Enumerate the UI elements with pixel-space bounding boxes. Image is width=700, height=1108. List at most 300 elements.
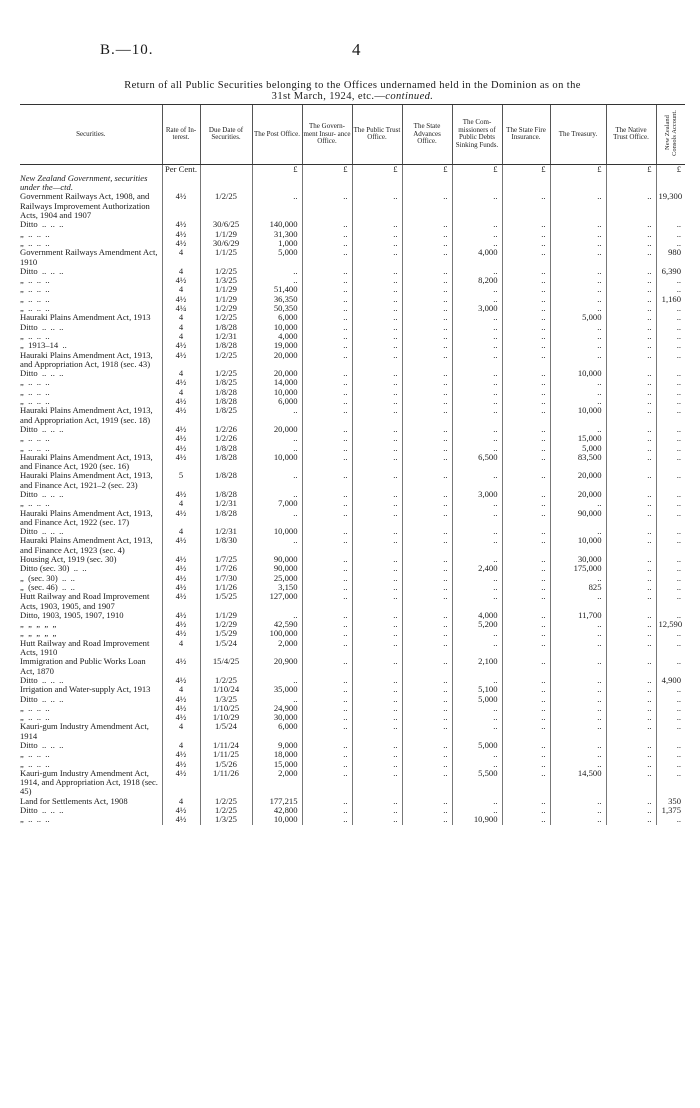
table-row [20,267,685,276]
amount-cell: .. [550,397,606,406]
amount-cell: .. [656,471,685,490]
amount-cell: .. [502,620,550,629]
amount-cell: .. [502,369,550,378]
amount-cell: .. [302,536,352,555]
amount-cell: .. [656,509,685,528]
table-row [20,295,685,304]
amount-cell: .. [352,797,402,806]
amount-cell: 140,000 [252,220,302,229]
rate-cell: 4½ [162,629,200,638]
amount-cell: .. [502,285,550,294]
amount-cell: 42,800 [252,806,302,815]
amount-cell: .. [302,490,352,499]
amount-cell: .. [550,304,606,313]
due-date-cell: 1/8/25 [200,406,252,425]
due-date-cell: 30/6/29 [200,239,252,248]
amount-cell: .. [550,378,606,387]
due-date-cell: 1/2/31 [200,527,252,536]
amount-cell: .. [352,499,402,508]
amount-cell: 50,350 [252,304,302,313]
amount-cell: .. [606,583,656,592]
amount-cell: 83,500 [550,453,606,472]
security-name: „ .. .. .. [20,442,50,453]
amount-cell: .. [606,629,656,638]
amount-cell: .. [502,685,550,694]
amount-cell: 20,000 [252,351,302,370]
amount-cell: .. [402,369,452,378]
amount-cell: .. [452,444,502,453]
due-date-cell: 1/11/24 [200,741,252,750]
amount-cell: 30,000 [550,555,606,564]
amount-cell: .. [550,332,606,341]
amount-cell: .. [502,397,550,406]
amount-cell: .. [252,471,302,490]
amount-cell: .. [656,583,685,592]
amount-cell: 1,375 [656,806,685,815]
amount-cell: .. [656,713,685,722]
amount-cell: .. [402,276,452,285]
amount-cell: .. [402,741,452,750]
amount-cell: .. [606,760,656,769]
amount-cell: 4,000 [452,611,502,620]
due-date-cell: 1/5/29 [200,629,252,638]
amount-cell: .. [302,453,352,472]
amount-cell: .. [402,323,452,332]
amount-cell: .. [502,574,550,583]
amount-cell: .. [550,806,606,815]
amount-cell: .. [302,629,352,638]
amount-cell: .. [502,695,550,704]
amount-cell: .. [550,388,606,397]
amount-cell: .. [606,304,656,313]
amount-cell: .. [502,657,550,676]
table-row [20,285,685,294]
amount-cell: .. [352,741,402,750]
rate-cell: 4 [162,527,200,536]
table-row [20,536,685,555]
due-date-cell: 1/2/25 [200,676,252,685]
page-title [20,80,685,102]
amount-cell: 175,000 [550,564,606,573]
amount-cell: .. [402,564,452,573]
amount-cell: .. [352,239,402,248]
rate-cell: 4½ [162,564,200,573]
amount-cell: .. [302,351,352,370]
amount-cell: .. [606,369,656,378]
amount-cell: .. [502,499,550,508]
amount-cell: .. [452,722,502,741]
amount-cell: .. [302,323,352,332]
security-name: Government Railways Amendment Act, 1910 [20,247,160,267]
amount-cell: .. [452,434,502,443]
amount-cell: .. [502,769,550,797]
amount-cell: .. [606,397,656,406]
title-line-2 [20,91,685,102]
amount-cell: .. [402,192,452,220]
amount-cell: .. [352,564,402,573]
column-header: The State Advances Office. [402,105,452,165]
amount-cell: .. [402,639,452,658]
amount-cell: 2,100 [452,657,502,676]
amount-cell: .. [606,685,656,694]
amount-cell: .. [402,704,452,713]
table-row [20,815,685,824]
amount-cell: .. [656,499,685,508]
due-date-cell: 1/8/28 [200,471,252,490]
amount-cell: 5,500 [452,769,502,797]
rate-cell: 4½ [162,341,200,350]
amount-cell: .. [402,815,452,824]
amount-cell: .. [606,806,656,815]
amount-cell: .. [352,434,402,443]
amount-cell: .. [402,341,452,350]
amount-cell: .. [606,704,656,713]
amount-cell: .. [352,574,402,583]
amount-cell: .. [402,248,452,267]
amount-cell: .. [606,722,656,741]
amount-cell: .. [656,351,685,370]
amount-cell: .. [550,713,606,722]
amount-cell: 5,000 [452,695,502,704]
security-name: Ditto .. .. .. [20,368,64,379]
amount-cell: .. [402,499,452,508]
amount-cell: 36,350 [252,295,302,304]
amount-cell: .. [656,536,685,555]
table-row [20,509,685,528]
amount-cell: .. [402,444,452,453]
table-row [20,564,685,573]
title-date: 31st March, 1924, etc.— [271,91,386,102]
amount-cell: .. [352,657,402,676]
amount-cell: .. [550,574,606,583]
amount-cell: .. [502,713,550,722]
rate-cell: 4 [162,741,200,750]
amount-cell: .. [302,378,352,387]
amount-cell: .. [656,388,685,397]
amount-cell: .. [302,239,352,248]
security-name: „ .. .. .. [20,749,50,760]
due-date-cell: 1/2/29 [200,304,252,313]
rate-cell: 4½ [162,695,200,704]
amount-cell: .. [452,629,502,638]
amount-cell: .. [352,527,402,536]
rate-cell: 4 [162,332,200,341]
amount-cell: .. [502,444,550,453]
rate-cell: 4½ [162,444,200,453]
amount-cell: .. [452,313,502,322]
amount-cell: .. [252,611,302,620]
table-row [20,276,685,285]
table-row [20,230,685,239]
security-name: Irrigation and Water-supply Act, 1913 [20,684,151,695]
due-date-cell: 1/8/25 [200,378,252,387]
security-name: Ditto (sec. 30) .. .. [20,563,87,574]
units-cell: £ [656,164,685,174]
rate-cell: 4½ [162,713,200,722]
amount-cell: .. [402,797,452,806]
rate-cell: 4½ [162,378,200,387]
rate-cell: 4½ [162,704,200,713]
amount-cell: .. [656,657,685,676]
amount-cell: .. [502,592,550,611]
amount-cell: .. [452,220,502,229]
amount-cell: .. [452,388,502,397]
amount-cell: .. [452,323,502,332]
column-header: The Post Office. [252,105,302,165]
document-reference: B.—10. [100,42,154,58]
amount-cell: .. [656,629,685,638]
rate-cell: 4½ [162,750,200,759]
units-cell: Per Cent. [162,164,200,174]
security-name: Hauraki Plains Amendment Act, 1913, and Finance Act, 1922 (sec. 17) [20,507,155,527]
amount-cell: .. [550,722,606,741]
amount-cell: .. [656,750,685,759]
amount-cell: .. [452,471,502,490]
amount-cell: .. [502,434,550,443]
amount-cell: .. [502,332,550,341]
amount-cell: 6,390 [656,267,685,276]
amount-cell: .. [402,230,452,239]
rate-cell: 4½ [162,220,200,229]
table-row [20,704,685,713]
table-row [20,769,685,797]
due-date-cell: 1/5/24 [200,722,252,741]
rate-cell: 4½ [162,536,200,555]
due-date-cell: 1/2/25 [200,313,252,322]
amount-cell: .. [402,471,452,490]
amount-cell: .. [352,276,402,285]
amount-cell: .. [352,750,402,759]
amount-cell: .. [550,192,606,220]
amount-cell: .. [502,722,550,741]
amount-cell: .. [302,750,352,759]
amount-cell: .. [302,509,352,528]
amount-cell: .. [656,239,685,248]
amount-cell: .. [656,434,685,443]
amount-cell: .. [606,323,656,332]
amount-cell: .. [402,351,452,370]
amount-cell: .. [352,230,402,239]
units-cell: £ [452,164,502,174]
due-date-cell: 1/5/25 [200,592,252,611]
amount-cell: .. [656,323,685,332]
security-name: Ditto .. .. .. [20,693,64,704]
amount-cell: .. [550,741,606,750]
amount-cell: .. [352,406,402,425]
amount-cell: .. [352,378,402,387]
rate-cell: 4½ [162,620,200,629]
amount-cell: .. [606,295,656,304]
security-name: Ditto .. .. .. [20,265,64,276]
amount-cell: .. [550,685,606,694]
table-body [20,164,685,825]
amount-cell: .. [452,406,502,425]
table-row [20,685,685,694]
rate-cell: 4½ [162,276,200,285]
amount-cell: 2,000 [252,639,302,658]
amount-cell: .. [606,564,656,573]
amount-cell: 7,000 [252,499,302,508]
amount-cell: .. [502,425,550,434]
due-date-cell: 1/5/26 [200,760,252,769]
amount-cell: .. [402,285,452,294]
due-date-cell: 1/2/25 [200,369,252,378]
amount-cell: .. [302,676,352,685]
amount-cell: .. [606,611,656,620]
table-row [20,695,685,704]
column-header: The Native Trust Office. [606,105,656,165]
amount-cell: .. [352,620,402,629]
security-name: „ (sec. 30) .. .. [20,572,75,583]
amount-cell: .. [502,295,550,304]
amount-cell: .. [502,527,550,536]
amount-cell: .. [606,657,656,676]
due-date-cell: 1/1/29 [200,611,252,620]
table-row [20,750,685,759]
amount-cell: 18,000 [252,750,302,759]
security-name: „ .. .. .. [20,386,50,397]
due-date-cell: 1/1/25 [200,248,252,267]
amount-cell: .. [502,806,550,815]
amount-cell: .. [502,351,550,370]
rate-cell: 4½ [162,239,200,248]
amount-cell: .. [656,639,685,658]
amount-cell: .. [550,629,606,638]
amount-cell: .. [656,453,685,472]
amount-cell: 8,200 [452,276,502,285]
amount-cell: .. [550,230,606,239]
table-row [20,248,685,267]
amount-cell: .. [452,536,502,555]
amount-cell: .. [606,815,656,824]
amount-cell: .. [550,248,606,267]
securities-table [20,104,685,825]
amount-cell: .. [550,295,606,304]
amount-cell: .. [402,453,452,472]
amount-cell: .. [452,378,502,387]
table-row [20,490,685,499]
amount-cell: .. [352,760,402,769]
amount-cell: 4,000 [252,332,302,341]
table-row [20,192,685,220]
amount-cell: 10,000 [550,536,606,555]
column-header: The State Fire Insurance. [502,105,550,165]
column-header-label: New Zealand Consols Account. [663,110,678,156]
amount-cell: .. [402,295,452,304]
security-name: Government Railways Act, 1908, and Railways Improvement Authorization Acts, 1904 and 1907 [20,191,152,221]
due-date-cell: 1/2/25 [200,192,252,220]
security-name: Hauraki Plains Amendment Act, 1913, and Finance Act, 1921–2 (sec. 23) [20,470,155,490]
amount-cell: .. [402,555,452,564]
amount-cell: .. [302,657,352,676]
amount-cell: .. [656,444,685,453]
security-name: „ .. .. .. [20,284,50,295]
units-cell: £ [502,164,550,174]
amount-cell: .. [302,611,352,620]
amount-cell: .. [550,527,606,536]
due-date-cell: 1/11/26 [200,769,252,797]
amount-cell: .. [550,815,606,824]
amount-cell: .. [656,815,685,824]
rate-cell: 4½ [162,490,200,499]
amount-cell: .. [452,713,502,722]
amount-cell: .. [352,313,402,322]
amount-cell: .. [302,276,352,285]
rate-cell: 4½ [162,192,200,220]
security-name: „ .. .. .. [20,228,50,239]
amount-cell: .. [402,685,452,694]
amount-cell: .. [352,304,402,313]
units-cell: £ [606,164,656,174]
column-header: The Public Trust Office. [352,105,402,165]
amount-cell: 10,000 [252,453,302,472]
security-name: „ .. .. .. [20,330,50,341]
amount-cell: .. [402,592,452,611]
amount-cell: 42,590 [252,620,302,629]
rate-cell: 4½ [162,806,200,815]
amount-cell: .. [550,704,606,713]
amount-cell: .. [656,406,685,425]
amount-cell: 20,000 [252,425,302,434]
amount-cell: .. [656,285,685,294]
amount-cell: .. [452,267,502,276]
amount-cell: .. [252,536,302,555]
amount-cell: .. [452,527,502,536]
amount-cell: .. [352,220,402,229]
amount-cell: .. [550,639,606,658]
table-row [20,378,685,387]
table-row [20,313,685,322]
due-date-cell: 1/2/25 [200,351,252,370]
amount-cell: .. [502,378,550,387]
amount-cell: .. [352,555,402,564]
due-date-cell: 1/8/28 [200,341,252,350]
units-cell: £ [252,164,302,174]
amount-cell: 4,900 [656,676,685,685]
amount-cell: .. [502,230,550,239]
security-name: Hauraki Plains Amendment Act, 1913, and Finance Act, 1923 (sec. 4) [20,535,155,555]
table-row [20,369,685,378]
column-header: Securities. [20,105,162,165]
table-header-row [20,105,685,165]
amount-cell: 10,000 [252,527,302,536]
rate-cell: 4¼ [162,304,200,313]
amount-cell: .. [302,341,352,350]
amount-cell: .. [606,471,656,490]
amount-cell: .. [302,444,352,453]
amount-cell: .. [352,815,402,824]
amount-cell: .. [656,425,685,434]
amount-cell: .. [402,769,452,797]
amount-cell: 20,000 [550,471,606,490]
due-date-cell: 1/8/28 [200,397,252,406]
security-name: „ .. .. .. [20,396,50,407]
amount-cell: .. [550,760,606,769]
amount-cell: 10,000 [252,388,302,397]
amount-cell: .. [502,323,550,332]
due-date-cell: 1/3/25 [200,276,252,285]
amount-cell: .. [452,397,502,406]
amount-cell: .. [606,434,656,443]
amount-cell: 3,000 [452,304,502,313]
amount-cell: .. [606,490,656,499]
amount-cell: .. [402,676,452,685]
due-date-cell: 1/8/28 [200,453,252,472]
amount-cell: .. [352,397,402,406]
amount-cell: .. [402,406,452,425]
amount-cell: .. [352,806,402,815]
amount-cell: .. [502,313,550,322]
